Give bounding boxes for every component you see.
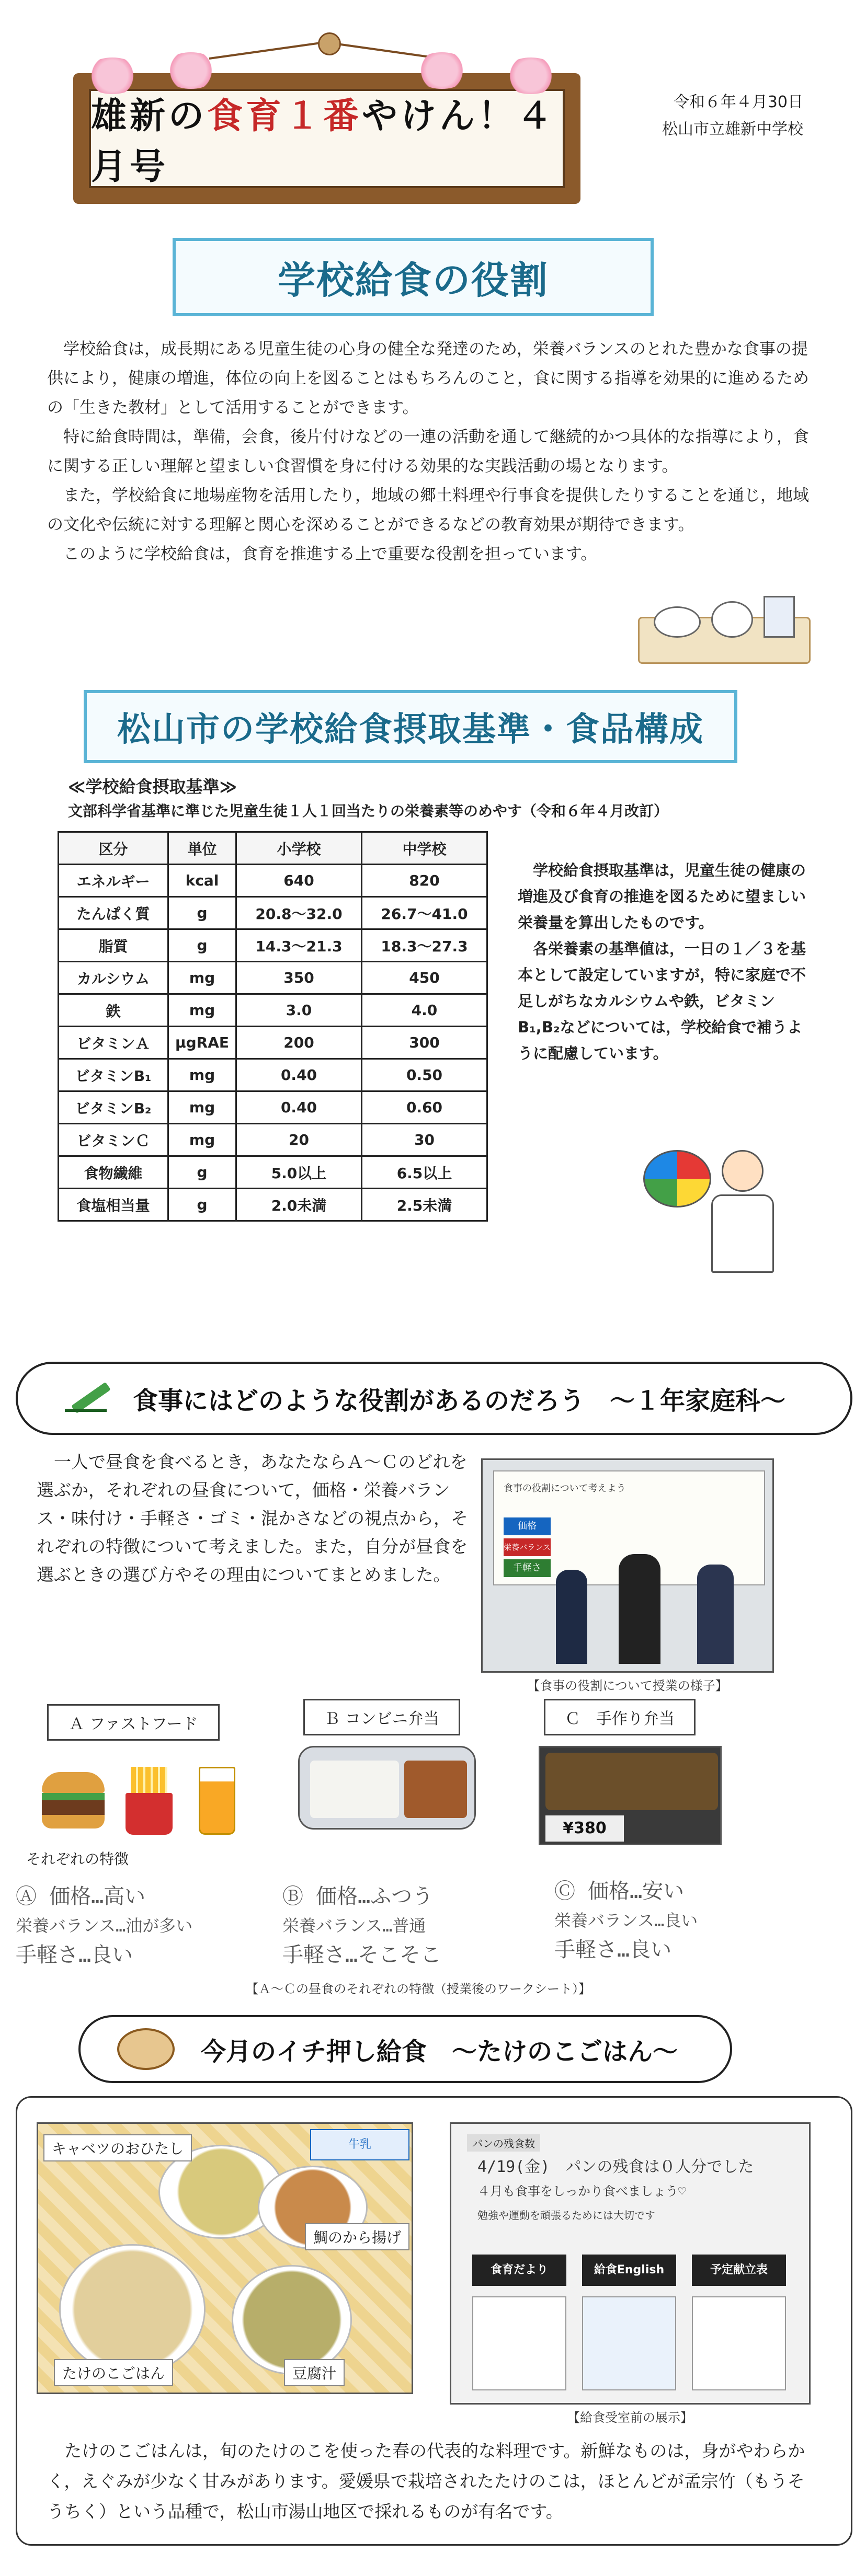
tofu-soup-bowl — [232, 2265, 352, 2375]
banner-title — [89, 89, 565, 188]
option-a-label: Ａ ファストフード — [47, 1704, 220, 1741]
section2-title: 松山市の学校給食摂取基準・食品構成 — [117, 710, 704, 749]
label-rice: たけのこごはん — [54, 2359, 173, 2386]
rice-compartment — [310, 1761, 399, 1818]
poster-thumbnail — [692, 2296, 786, 2390]
bento-food — [545, 1753, 718, 1810]
table-cell: 640 — [236, 865, 362, 897]
table-cell: mg — [168, 1059, 236, 1091]
board-header: パンの残食数 — [467, 2134, 540, 2152]
table-cell: mg — [168, 994, 236, 1027]
table-cell: 18.3～27.3 — [362, 929, 487, 962]
label-cabbage: キャベツのおひたし — [43, 2134, 192, 2161]
section2-side-text — [518, 857, 811, 1066]
table-cell: 0.40 — [236, 1059, 362, 1091]
table-cell: ビタミンB₁ — [59, 1059, 168, 1091]
table-cell: 0.60 — [362, 1091, 487, 1124]
bowl-icon — [711, 601, 753, 638]
worksheet-line: Ⓒ 価格…安い — [554, 1879, 685, 1903]
issue-date: 令和６年４月30日 — [673, 93, 803, 111]
sakura-flower-icon — [413, 52, 471, 89]
school-name: 松山市立雄新中学校 — [662, 120, 803, 139]
banner-title-part3: やけん！４月号 — [91, 95, 556, 188]
table-row — [59, 1156, 487, 1189]
nutrition-table — [58, 831, 488, 1222]
table-row — [59, 1189, 487, 1221]
table-header: 単位 — [168, 832, 236, 865]
section2-note: 文部科学省基準に準じた児童生徒１人１回当たりの栄養素等のめやす（令和６年４月改訂） — [68, 802, 669, 820]
poster-thumbnail — [582, 2296, 676, 2390]
section1-title: 学校給食の役割 — [277, 258, 549, 302]
worksheet-line: Ⓑ 価格…ふつう — [282, 1884, 434, 1908]
board-card: 価格 — [504, 1517, 551, 1535]
board-line3: 勉強や運動を頑張るためには大切です — [477, 2209, 655, 2222]
table-row — [59, 1059, 487, 1091]
table-cell: 2.5未満 — [362, 1189, 487, 1221]
whiteboard-text: 食事の役割について考えよう — [504, 1483, 626, 1494]
option-b-label: Ｂ コンビニ弁当 — [303, 1699, 460, 1735]
banner-pin-icon — [318, 32, 341, 55]
section4-description: たけのこごはんは，旬のたけのこを使った春の代表的な料理です。新鮮なものは，身がやわらかく，えぐみが少なく甘みがあります。愛媛県で栽培されたたけのこは，ほとんどが孟宗竹（もうそうちく）という品種で，松山市湯山地区で採れるものが有名です。 — [47, 2441, 805, 2522]
board-card: 手軽さ — [504, 1559, 551, 1577]
table-row — [59, 865, 487, 897]
table-row — [59, 1124, 487, 1156]
board-card: 食育だより — [472, 2255, 566, 2286]
table-header: 区分 — [59, 832, 168, 865]
table-cell: 鉄 — [59, 994, 168, 1027]
banner-title-part2: 食育１番 — [207, 95, 362, 137]
milk-carton-icon — [764, 596, 795, 638]
worksheet-line: 手軽さ…そこそこ — [282, 1943, 442, 1967]
student-figure — [556, 1570, 587, 1664]
section3-body: 一人で昼食を食べるとき，あなたならＡ～Ｃのどれを選ぶか，それぞれの昼食について，価格・栄養バランス・味付け・手軽さ・ゴミ・混かさなどの視点から，それぞれの特徴について考えました。また，自分が昼食を選ぶときの選び方やその理由についてまとめました。 — [37, 1452, 468, 1585]
student-figure — [697, 1565, 734, 1664]
section1-title-box — [173, 238, 654, 316]
worksheet-line: 手軽さ…良い — [16, 1943, 133, 1967]
worksheet-line: 栄養バランス…普通 — [282, 1916, 426, 1936]
board-date: 4/19(金) — [477, 2158, 550, 2176]
lunch-photo — [37, 2122, 413, 2394]
table-cell: 0.50 — [362, 1059, 487, 1091]
class-photo — [481, 1458, 774, 1673]
side-paragraph: 学校給食摂取基準は，児童生徒の健康の増進及び食育の推進を図るために望ましい栄養量を算出したものです。 — [518, 861, 806, 932]
table-cell: 食物繊維 — [59, 1156, 168, 1189]
table-cell: ビタミンＡ — [59, 1027, 168, 1059]
table-row — [59, 1091, 487, 1124]
table-cell: g — [168, 1189, 236, 1221]
table-row — [59, 929, 487, 962]
palette-icon — [643, 1150, 711, 1208]
worksheet-line: Ⓐ 価格…高い — [16, 1884, 146, 1908]
table-cell: 脂質 — [59, 929, 168, 962]
meal-tray-illustration — [638, 596, 811, 664]
worksheet-line: 栄養バランス…油が多い — [16, 1916, 193, 1936]
section2-title-box — [84, 690, 737, 763]
banner-string-left — [209, 41, 328, 60]
board-card: 栄養バランス — [504, 1538, 551, 1556]
table-row — [59, 962, 487, 994]
section1-paragraph: 特に給食時間は，準備，会食，後片付けなどの一連の活動を通して継続的かつ具体的な指導により，食に関する正しい理解と望ましい食習慣を身に付ける効果的な実践活動の場となります。 — [47, 428, 809, 476]
table-cell: 450 — [362, 962, 487, 994]
board-line2: ４月も食事をしっかり食べましょう♡ — [477, 2184, 686, 2199]
rice-bowl-icon — [117, 2028, 175, 2070]
board-card: 給食English — [582, 2255, 676, 2286]
table-header: 小学校 — [236, 832, 362, 865]
table-cell: ビタミンＣ — [59, 1124, 168, 1156]
board-line1: パンの残食は０人分でした — [565, 2158, 754, 2176]
section3-header — [16, 1362, 852, 1435]
worksheet-a — [16, 1882, 288, 1970]
worksheet-line: 栄養バランス…良い — [554, 1911, 698, 1930]
board-card: 予定献立表 — [692, 2255, 786, 2286]
sakura-flower-icon — [84, 58, 141, 94]
table-cell: 4.0 — [362, 994, 487, 1027]
table-cell: 5.0以上 — [236, 1156, 362, 1189]
display-photo-caption: 【給食受室前の展示】 — [567, 2410, 693, 2425]
table-cell: 3.0 — [236, 994, 362, 1027]
table-cell: 0.40 — [236, 1091, 362, 1124]
pencil-icon — [65, 1377, 112, 1419]
uniform-icon — [711, 1194, 774, 1273]
table-cell: 20 — [236, 1124, 362, 1156]
table-row — [59, 897, 487, 929]
table-cell: たんぱく質 — [59, 897, 168, 929]
section1-paragraph: 学校給食は，成長期にある児童生徒の心身の健全な発達のため，栄養バランスのとれた豊かな食事の提供により，健康の増進，体位の向上を図ることはもちろんのこと，食に関する指導を効果的に進めるための「生きた教材」として活用することができます。 — [47, 340, 809, 417]
table-cell: mg — [168, 1091, 236, 1124]
price-tag: ¥380 — [545, 1815, 624, 1842]
table-cell: kcal — [168, 865, 236, 897]
table-cell: g — [168, 1156, 236, 1189]
table-cell: g — [168, 897, 236, 929]
drink-icon — [199, 1767, 235, 1835]
class-photo-caption: 【食事の役割について授業の様子】 — [527, 1678, 728, 1693]
teacher-figure — [619, 1554, 660, 1664]
section1-paragraph: このように学校給食は，食育を推進する上で重要な役割を担っています。 — [63, 545, 597, 564]
table-cell: mg — [168, 1124, 236, 1156]
table-cell: カルシウム — [59, 962, 168, 994]
table-cell: エネルギー — [59, 865, 168, 897]
table-cell: 820 — [362, 865, 487, 897]
milk-carton: 牛乳 — [310, 2129, 409, 2160]
table-cell: 6.5以上 — [362, 1156, 487, 1189]
section1-body — [47, 335, 816, 569]
table-cell: ビタミンB₂ — [59, 1091, 168, 1124]
table-cell: 20.8～32.0 — [236, 897, 362, 929]
table-cell: 2.0未満 — [236, 1189, 362, 1221]
takenoko-rice-bowl — [59, 2244, 206, 2375]
option-c-label: Ｃ 手作り弁当 — [544, 1699, 696, 1735]
label-soup: 豆腐汁 — [284, 2359, 345, 2386]
convenience-bento-photo — [298, 1746, 476, 1830]
section2-subhead: ≪学校給食摂取基準≫ — [68, 777, 237, 797]
side-paragraph: 各栄養素の基準値は，一日の１／３を基本として設定していますが，特に家庭で不足しがちなカルシウムや鉄，ビタミンB₁,B₂などについては，学校給食で補うように配慮しています。 — [518, 940, 806, 1062]
worksheet-c — [554, 1877, 847, 1964]
table-cell: 200 — [236, 1027, 362, 1059]
sakura-flower-icon — [162, 52, 220, 89]
table-row — [59, 994, 487, 1027]
label-fish: 鯛のから揚げ — [305, 2223, 409, 2250]
nutrition-table-wrap — [58, 831, 488, 1222]
table-header: 中学校 — [362, 832, 487, 865]
poster-thumbnail — [472, 2296, 566, 2390]
table-cell: 300 — [362, 1027, 487, 1059]
table-row — [59, 1027, 487, 1059]
table-cell: 食塩相当量 — [59, 1189, 168, 1221]
features-label: それぞれの特徴 — [26, 1850, 129, 1868]
worksheet-caption: 【Ａ～Ｃの昼食のそれぞれの特徴（授業後のワークシート）】 — [246, 1982, 591, 1996]
section1-paragraph: また，学校給食に地場産物を活用したり，地域の郷土料理や行事食を提供したりすることを通じ，地域の文化や伝統に対する理解と関心を深めることができるなどの教育効果が期待できます。 — [47, 486, 809, 534]
french-fries-icon — [126, 1767, 173, 1835]
homemade-bento-photo — [539, 1746, 722, 1845]
section3-title: 食事にはどのような役割があるのだろう ～１年家庭科～ — [133, 1386, 786, 1416]
display-board-photo — [450, 2122, 811, 2405]
bowl-icon — [654, 606, 701, 638]
table-cell: 26.7～41.0 — [362, 897, 487, 929]
board-handwriting — [477, 2155, 802, 2227]
section4-title: 今月のイチ押し給食 ～たけのこごはん～ — [201, 2037, 678, 2066]
sakura-flower-icon — [502, 58, 560, 94]
table-cell: 350 — [236, 962, 362, 994]
header-info — [662, 89, 803, 143]
face-icon — [722, 1150, 764, 1192]
hamburger-icon — [42, 1772, 105, 1835]
banner-title-part1: 雄新の — [91, 95, 208, 137]
table-cell: g — [168, 929, 236, 962]
section4-header — [78, 2015, 732, 2083]
side-dish-compartment — [404, 1761, 467, 1818]
table-cell: 30 — [362, 1124, 487, 1156]
worksheet-line: 手軽さ…良い — [554, 1938, 672, 1962]
worksheet-b — [282, 1882, 554, 1970]
table-cell: 14.3～21.3 — [236, 929, 362, 962]
table-cell: μgRAE — [168, 1027, 236, 1059]
table-cell: mg — [168, 962, 236, 994]
dietitian-illustration — [643, 1140, 800, 1275]
